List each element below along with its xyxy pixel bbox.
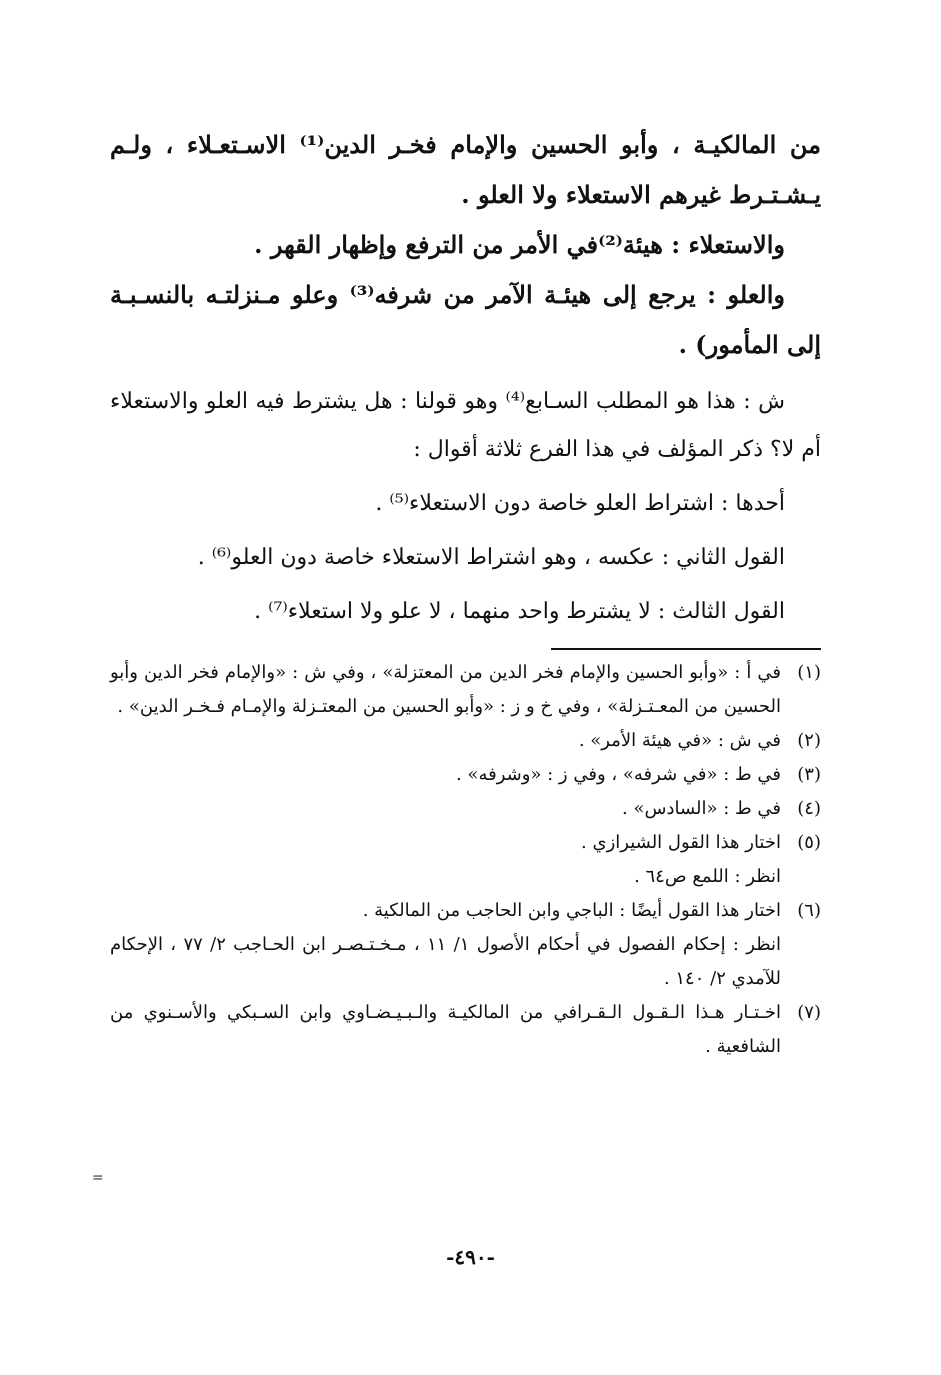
footnote-number: (١) [797, 662, 821, 683]
footnote-separator [551, 648, 821, 650]
page-content [110, 120, 821, 1295]
page-number: -٤٩٠- [446, 1245, 495, 1269]
footnote-1 [110, 656, 821, 724]
footnote-number: (٢) [797, 730, 821, 751]
body-paragraph-3: والعلو : يرجع إلى هيئـة الآمر من شرفه⁽³⁾ وعلو مـنزلتـه بالنسـبـة إلى المأمور) . [110, 280, 821, 359]
margin-mark: = [92, 1170, 104, 1186]
footnote-text: اختار هذا القول الشيرازي . [581, 832, 781, 853]
footnote-3 [110, 758, 821, 792]
footnote-2 [110, 724, 821, 758]
body-paragraph-2: والاستعلاء : هيئة⁽²⁾في الأمر من الترفع وإظهار القهر . [254, 230, 785, 259]
footnote-7 [110, 996, 821, 1064]
footnote-5 [110, 826, 821, 894]
footnote-text: في ط : «في شرفه» ، وفي ز : «وشرفه» . [455, 764, 781, 785]
footnote-text: اخـتـار هـذا الـقـول الـقـرافي من المالكيـة والـبـيـضـاوي وابن السـبكي والأسـنوي من الشافعية . [110, 1002, 781, 1057]
footnote-4 [110, 792, 821, 826]
footnote-text: في ش : «في هيئة الأمر» . [578, 730, 781, 751]
footnotes [110, 656, 821, 1064]
body-paragraph-5: أحدها : اشتراط العلو خاصة دون الاستعلاء⁽⁵⁾ . [375, 491, 785, 516]
footnote-number: (٦) [797, 900, 821, 921]
footnote-text: في ط : «السادس» . [622, 798, 781, 819]
body-paragraph-4: ش : هذا هو المطلب السـابع⁽⁴⁾ وهو قولنا : هل يشترط فيه العلو والاستعلاء أم لا؟ ذكر المؤلف في هذا الفرع ثلاثة أقوال : [110, 389, 821, 462]
footnote-number: (٧) [797, 1002, 821, 1023]
body-paragraph-6: القول الثاني : عكسه ، وهو اشتراط الاستعلاء خاصة دون العلو⁽⁶⁾ . [197, 545, 785, 570]
footnote-text: في أ : «وأبو الحسين والإمام فخر الدين من المعتزلة» ، وفي ش : «والإمام فخر الدين وأبو الحسين من المعـتـزلة» ، وفي خ و ز : «وأبو الحسين من المعتـزلة والإمـام فـخـر الدين» . [110, 662, 781, 717]
footnote-number: (٥) [797, 832, 821, 853]
footnote-reference: انظر : إحكام الفصول في أحكام الأصول ١/ ١١ ، مـخـتـصـر ابن الحـاجب ٢/ ٧٧ ، الإحكام للآمدي ٢/ ١٤٠ . [110, 934, 782, 989]
footnote-reference: انظر : اللمع ص٦٤ . [634, 866, 781, 887]
footnote-6 [110, 894, 821, 996]
footnote-number: (٣) [797, 764, 821, 785]
body-paragraph-1: من المالكيـة ، وأبو الحسين والإمام فخـر الدين⁽¹⁾ الاسـتعـلاء ، ولـم يـشـتـرط غيرهم الاستعلاء ولا العلو . [110, 130, 821, 209]
footnote-number: (٤) [797, 798, 821, 819]
body-paragraph-7: القول الثالث : لا يشترط واحد منهما ، لا علو ولا استعلاء⁽⁷⁾ . [254, 599, 785, 624]
footnote-text: اختار هذا القول أيضًا : الباجي وابن الحاجب من المالكية . [362, 900, 781, 921]
